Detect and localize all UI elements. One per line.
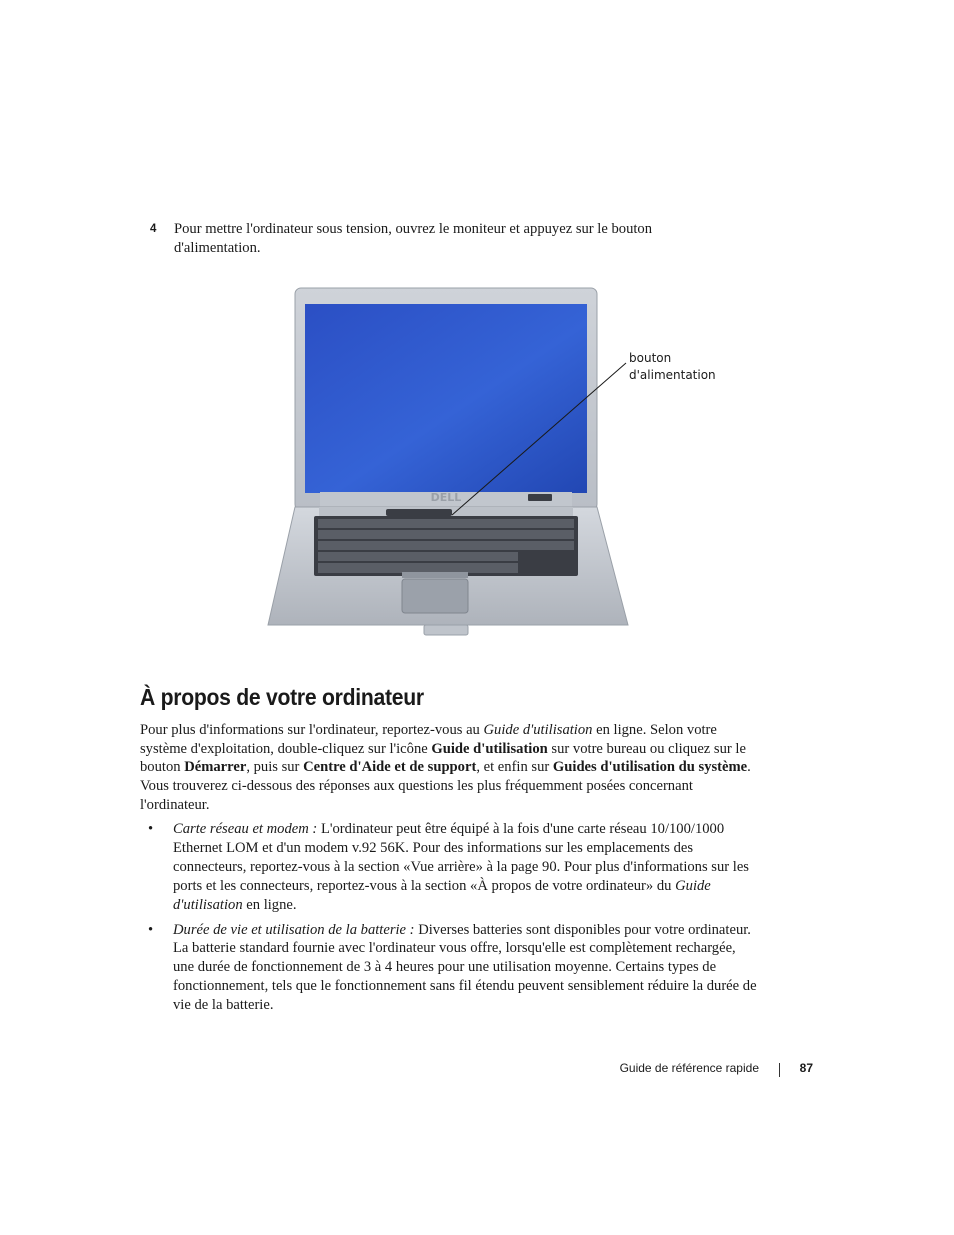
list-item (140, 921, 760, 1016)
front-latch (424, 625, 468, 635)
intro-text: , et enfin sur (476, 759, 553, 776)
list-item (140, 820, 760, 915)
intro-guide-icon: Guide d'utilisation (431, 740, 548, 757)
bullet-guide-ref: Guide d'utilisation (173, 877, 711, 913)
footer-separator (779, 1063, 780, 1077)
touchpad (402, 579, 468, 613)
screen (305, 304, 587, 493)
touchpad-buttons (402, 572, 468, 578)
intro-start-button: Démarrer (184, 759, 247, 776)
intro-text: . Vous trouverez ci-dessous des réponses aux questions les plus fréquemment posées concernant l'ordinateur. (140, 759, 751, 813)
status-leds (528, 494, 552, 501)
bullet-text: L'ordinateur peut être équipé à la fois d'une carte réseau 10/100/1000 Ethernet LOM et d'un modem v.92 56K. Pour des informations sur les emplacements des connecteurs, reportez-vous à la section «Vue arrière» à la page 90. Pour plus d'informations sur les ports et les connecteurs, reportez-vous à la section «À propos de votre ordinateur» du (173, 821, 749, 894)
laptop-illustration (262, 285, 642, 650)
bullet-marker: • (148, 821, 154, 837)
footer-title: Guide de référence rapide (619, 1061, 759, 1075)
intro-guide-ref: Guide d'utilisation (483, 722, 593, 738)
step-4 (150, 220, 710, 258)
bullet-tail: en ligne. (242, 896, 297, 913)
laptop-figure (262, 285, 642, 650)
intro-text: Pour plus d'informations sur l'ordinateur, reportez-vous au (140, 722, 484, 738)
intro-paragraph (140, 721, 760, 815)
faq-list (140, 820, 760, 1021)
intro-help-center: Centre d'Aide et de support (303, 759, 477, 776)
bullet-lead: Durée de vie et utilisation de la batterie : (173, 921, 415, 938)
page-number: 87 (799, 1061, 813, 1075)
intro-text: sur votre bureau ou cliquez sur le bouton (140, 740, 746, 776)
intro-text: en ligne. Selon votre système d'exploitation, double-cliquez sur l'icône (140, 722, 717, 757)
step-number: 4 (150, 223, 157, 235)
section-heading: À propos de votre ordinateur (140, 684, 424, 710)
step-text: Pour mettre l'ordinateur sous tension, ouvrez le moniteur et appuyez sur le bouton d'alimentation. (174, 221, 653, 256)
intro-system-guides: Guides d'utilisation du système (552, 759, 748, 776)
bullet-text: Diverses batteries sont disponibles pour votre ordinateur. La batterie standard fournie avec l'ordinateur vous offre, lorsqu'elle est complètement rechargée, une durée de fonctionnement de 3 à 4 heures pour une utilisation moyenne. Certains types de fonctionnement, tels que le fonctionnement sans fil étendu peuvent sensiblement réduire la durée de vie de la batterie. (173, 921, 757, 1014)
callout-line-2: d'alimentation (629, 368, 716, 382)
bullet-lead: Carte réseau et modem : (173, 821, 318, 837)
bullet-marker: • (148, 921, 154, 938)
intro-text: , puis sur (246, 759, 304, 776)
callout-line-1: bouton (629, 351, 672, 365)
power-button-callout (629, 350, 716, 384)
dell-logo: DELL (430, 491, 462, 504)
power-button-strip (386, 509, 452, 516)
